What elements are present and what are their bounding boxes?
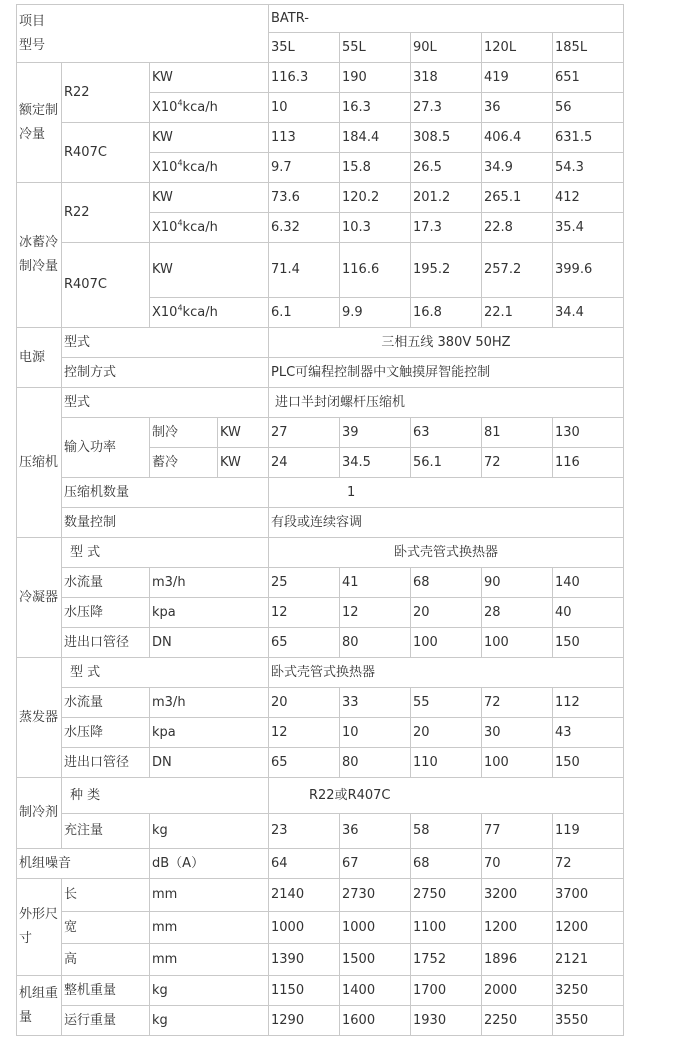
header-label-cell [17,5,269,63]
value-cell: 399.6 [553,243,624,298]
value-cell: 3550 [553,1006,624,1036]
value-cell: 2140 [269,879,340,912]
unit-kg: kg [150,814,269,849]
value-cell: 318 [411,63,482,93]
input-power-label: 输入功率 [62,418,150,478]
unit-kw: KW [150,243,269,298]
value-cell: 1150 [269,976,340,1006]
unit-noise: dB（A） [150,849,269,879]
value-cell: 120.2 [340,183,411,213]
value-cell: 68 [411,568,482,598]
unit-flow: m3/h [150,568,269,598]
value-cell: 72 [482,688,553,718]
unit-kw: KW [150,123,269,153]
value-cell: 64 [269,849,340,879]
value-cell: 39 [340,418,411,448]
value-cell: 1000 [269,912,340,944]
value-cell: 43 [553,718,624,748]
ice-storage-label: 冰蓄冷制冷量 [17,183,62,328]
value-cell: 2000 [482,976,553,1006]
value-cell: 1930 [411,1006,482,1036]
value-cell: 71.4 [269,243,340,298]
value-cell: 27.3 [411,93,482,123]
model-label: 型号 [19,37,46,53]
flow-label: 水流量 [62,568,150,598]
value-cell: 1700 [411,976,482,1006]
value-cell: 15.8 [340,153,411,183]
value-cell: 12 [269,718,340,748]
value-cell: 1896 [482,944,553,976]
value-cell: 113 [269,123,340,153]
unit-kg: kg [150,1006,269,1036]
unit-flow: m3/h [150,688,269,718]
unit-kcal: $X10^4kca/h$ [150,153,269,183]
value-cell: 40 [553,598,624,628]
value-cell: 90 [482,568,553,598]
refrigerant-r22-label: R22 [62,183,150,243]
value-cell: 257.2 [482,243,553,298]
value-cell: 3200 [482,879,553,912]
value-cell: 67 [340,849,411,879]
value-cell: 419 [482,63,553,93]
value-cell: 26.5 [411,153,482,183]
value-cell: 6.1 [269,298,340,328]
value-cell: 27 [269,418,340,448]
capacity-control-label: 数量控制 [62,508,269,538]
value-cell: 41 [340,568,411,598]
value-cell: 195.2 [411,243,482,298]
value-cell: 34.9 [482,153,553,183]
value-cell: 116 [553,448,624,478]
compressor-type-label: 型式 [62,388,269,418]
value-cell: 22.8 [482,213,553,243]
value-cell: 1290 [269,1006,340,1036]
value-cell: 184.4 [340,123,411,153]
value-cell: 22.1 [482,298,553,328]
series-name: BATR- [269,5,624,33]
value-cell: 130 [553,418,624,448]
charge-label: 充注量 [62,814,150,849]
value-cell: 9.9 [340,298,411,328]
value-cell: 110 [411,748,482,778]
value-cell: 2250 [482,1006,553,1036]
spec-table [16,4,624,1036]
power-type-value: 三相五线 380V 50HZ [269,328,624,358]
value-cell: 70 [482,849,553,879]
rated-cooling-label: 额定制冷量 [17,63,62,183]
value-cell: 100 [482,748,553,778]
power-label: 电源 [17,328,62,388]
value-cell: 3700 [553,879,624,912]
value-cell: 72 [482,448,553,478]
value-cell: 36 [482,93,553,123]
refrigerant-r407c-label: R407C [62,243,150,328]
unit-mm: mm [150,944,269,976]
pipe-size-label: 进出口管径 [62,748,150,778]
value-cell: 12 [269,598,340,628]
value-cell: 63 [411,418,482,448]
cooling-mode-label: 制冷 [150,418,218,448]
pressure-drop-label: 水压降 [62,718,150,748]
value-cell: 2750 [411,879,482,912]
value-cell: 34.4 [553,298,624,328]
value-cell: 1600 [340,1006,411,1036]
model-name: 90L [411,33,482,63]
value-cell: 56.1 [411,448,482,478]
unit-pressure: kpa [150,718,269,748]
value-cell: 406.4 [482,123,553,153]
value-cell: 35.4 [553,213,624,243]
value-cell: 1500 [340,944,411,976]
width-label: 宽 [62,912,150,944]
model-name: 185L [553,33,624,63]
unit-kcal: $X10^4kca/h$ [150,93,269,123]
refrigerant-label: 制冷剂 [17,778,62,849]
value-cell: 81 [482,418,553,448]
value-cell: 33 [340,688,411,718]
value-cell: 54.3 [553,153,624,183]
refrigerant-r22-label: R22 [62,63,150,123]
value-cell: 20 [411,598,482,628]
refrigerant-r407c-label: R407C [62,123,150,183]
condenser-label: 冷凝器 [17,538,62,658]
operating-weight-label: 运行重量 [62,1006,150,1036]
refrigerant-kind-value: R22或R407C [269,778,624,814]
value-cell: 28 [482,598,553,628]
compressor-count-label: 压缩机数量 [62,478,269,508]
storage-mode-label: 蓄冷 [150,448,218,478]
value-cell: 1390 [269,944,340,976]
value-cell: 65 [269,628,340,658]
value-cell: 36 [340,814,411,849]
value-cell: 1100 [411,912,482,944]
compressor-count-value: 1 [269,478,624,508]
unit-kw: KW [218,448,269,478]
unit-mm: mm [150,912,269,944]
value-cell: 10 [269,93,340,123]
value-cell: 77 [482,814,553,849]
evaporator-type-label: 型 式 [62,658,269,688]
value-cell: 20 [411,718,482,748]
value-cell: 17.3 [411,213,482,243]
value-cell: 150 [553,628,624,658]
value-cell: 2730 [340,879,411,912]
model-name: 35L [269,33,340,63]
unit-kw: KW [150,63,269,93]
compressor-label: 压缩机 [17,388,62,538]
value-cell: 24 [269,448,340,478]
pressure-drop-label: 水压降 [62,598,150,628]
height-label: 高 [62,944,150,976]
value-cell: 119 [553,814,624,849]
value-cell: 1752 [411,944,482,976]
value-cell: 631.5 [553,123,624,153]
unit-weight-label: 整机重量 [62,976,150,1006]
value-cell: 68 [411,849,482,879]
value-cell: 72 [553,849,624,879]
value-cell: 80 [340,628,411,658]
condenser-type-label: 型 式 [62,538,269,568]
item-label: 项目 [19,13,46,29]
unit-kcal: $X10^4kca/h$ [150,298,269,328]
value-cell: 112 [553,688,624,718]
unit-pipe: DN [150,748,269,778]
evaporator-label: 蒸发器 [17,658,62,778]
value-cell: 3250 [553,976,624,1006]
value-cell: 1200 [553,912,624,944]
unit-pressure: kpa [150,598,269,628]
evaporator-type-value: 卧式壳管式换热器 [269,658,624,688]
unit-kw: KW [150,183,269,213]
value-cell: 1200 [482,912,553,944]
flow-label: 水流量 [62,688,150,718]
model-name: 120L [482,33,553,63]
value-cell: 30 [482,718,553,748]
value-cell: 265.1 [482,183,553,213]
value-cell: 58 [411,814,482,849]
value-cell: 9.7 [269,153,340,183]
value-cell: 116.6 [340,243,411,298]
value-cell: 150 [553,748,624,778]
power-type-label: 型式 [62,328,269,358]
unit-pipe: DN [150,628,269,658]
value-cell: 116.3 [269,63,340,93]
value-cell: 55 [411,688,482,718]
value-cell: 100 [482,628,553,658]
value-cell: 1000 [340,912,411,944]
unit-mm: mm [150,879,269,912]
unit-kw: KW [218,418,269,448]
value-cell: 651 [553,63,624,93]
value-cell: 65 [269,748,340,778]
value-cell: 1400 [340,976,411,1006]
condenser-type-value: 卧式壳管式换热器 [269,538,624,568]
value-cell: 73.6 [269,183,340,213]
value-cell: 16.3 [340,93,411,123]
value-cell: 308.5 [411,123,482,153]
length-label: 长 [62,879,150,912]
value-cell: 34.5 [340,448,411,478]
value-cell: 190 [340,63,411,93]
value-cell: 56 [553,93,624,123]
pipe-size-label: 进出口管径 [62,628,150,658]
value-cell: 12 [340,598,411,628]
value-cell: 100 [411,628,482,658]
control-label: 控制方式 [62,358,269,388]
value-cell: 2121 [553,944,624,976]
noise-label: 机组噪音 [17,849,150,879]
value-cell: 20 [269,688,340,718]
value-cell: 10 [340,718,411,748]
value-cell: 412 [553,183,624,213]
model-name: 55L [340,33,411,63]
value-cell: 140 [553,568,624,598]
value-cell: 25 [269,568,340,598]
weight-label: 机组重量 [17,976,62,1036]
value-cell: 6.32 [269,213,340,243]
control-value: PLC可编程控制器中文触摸屏智能控制 [269,358,624,388]
value-cell: 10.3 [340,213,411,243]
unit-kg: kg [150,976,269,1006]
unit-kcal: $X10^4kca/h$ [150,213,269,243]
value-cell: 16.8 [411,298,482,328]
value-cell: 23 [269,814,340,849]
value-cell: 201.2 [411,183,482,213]
value-cell: 80 [340,748,411,778]
refrigerant-kind-label: 种 类 [62,778,269,814]
capacity-control-value: 有段或连续容调 [269,508,624,538]
dimensions-label: 外形尺寸 [17,879,62,976]
compressor-type-value: 进口半封闭螺杆压缩机 [269,388,624,418]
